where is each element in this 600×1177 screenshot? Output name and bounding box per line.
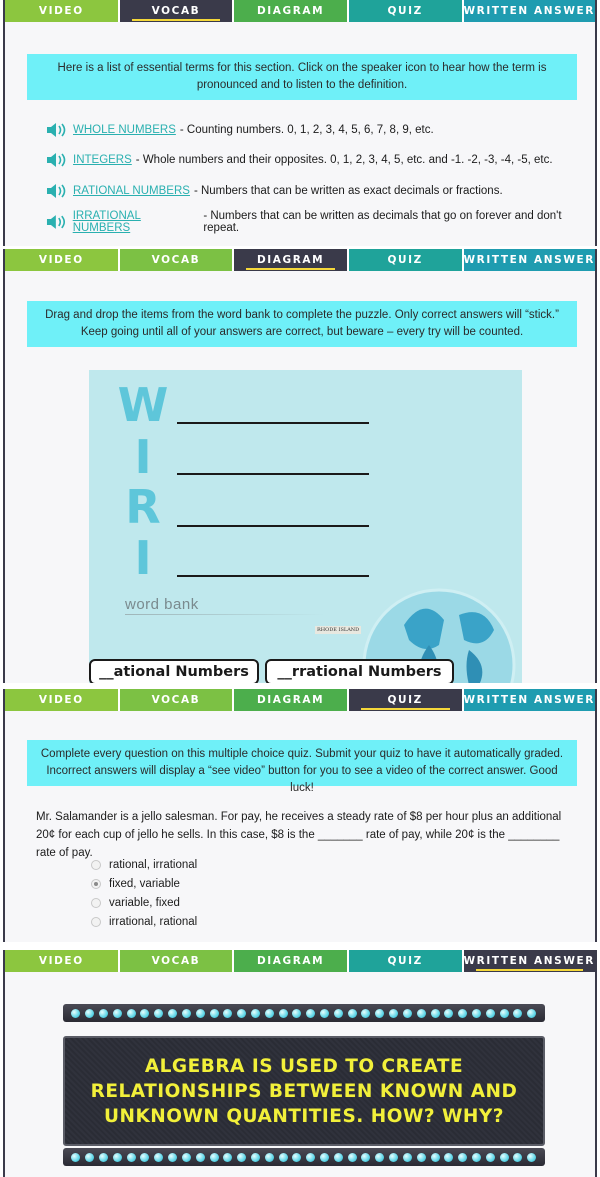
marquee-bulb: [251, 1153, 260, 1162]
vocab-definition: - Counting numbers. 0, 1, 2, 3, 4, 5, 6, 7, 8, 9, etc.: [179, 124, 434, 136]
quiz-option[interactable]: [91, 875, 180, 893]
marquee-bulb: [168, 1009, 177, 1018]
marquee-bulb: [71, 1153, 80, 1162]
tab-bar: [5, 0, 595, 22]
option-label: irrational, rational: [109, 916, 198, 928]
marquee-bulb: [513, 1153, 522, 1162]
tab-vocab[interactable]: VOCAB: [120, 689, 235, 711]
tab-vocab[interactable]: VOCAB: [120, 0, 235, 22]
marquee-bulb: [527, 1009, 536, 1018]
marquee-bulb: [99, 1009, 108, 1018]
marquee-bulb: [389, 1153, 398, 1162]
tab-written-answer[interactable]: WRITTEN ANSWER: [464, 689, 595, 711]
marquee-bulb: [458, 1153, 467, 1162]
tab-written-answer[interactable]: WRITTEN ANSWER: [464, 0, 595, 22]
tab-bar: [5, 689, 595, 711]
marquee-bulb: [375, 1153, 384, 1162]
marquee-bulb: [265, 1009, 274, 1018]
marquee-bulb: [237, 1009, 246, 1018]
marquee-bulb: [500, 1009, 509, 1018]
vocab-definition: - Numbers that can be written as decimals that go on forever and don't repeat.: [203, 210, 562, 234]
answer-blank[interactable]: [177, 473, 369, 475]
marquee-bulb: [223, 1009, 232, 1018]
marquee-bulb: [251, 1009, 260, 1018]
marquee-bulb: [196, 1153, 205, 1162]
marquee-bulb: [334, 1009, 343, 1018]
marquee-bulb: [210, 1009, 219, 1018]
marquee-bulb: [279, 1009, 288, 1018]
vocab-term-link[interactable]: IRRATIONAL NUMBERS: [72, 210, 141, 234]
radio-button[interactable]: [91, 860, 101, 870]
tab-video[interactable]: VIDEO: [5, 0, 120, 22]
option-label: fixed, variable: [109, 878, 180, 890]
tab-quiz[interactable]: QUIZ: [349, 950, 464, 972]
marquee-bulb: [348, 1153, 357, 1162]
puzzle-letter: W: [117, 378, 169, 432]
vocab-item: [45, 149, 553, 171]
option-label: rational, irrational: [109, 859, 198, 871]
marquee-bulb: [292, 1153, 301, 1162]
marquee-bulb: [265, 1153, 274, 1162]
option-label: variable, fixed: [109, 897, 180, 909]
quiz-question: Mr. Salamander is a jello salesman. For pay, he receives a steady rate of $8 per hour plus an additional 20¢ for each cup of jello he sells. In this case, $8 is the _______ rate of pay, while 20¢ is the ________ rate of pay.: [36, 811, 562, 859]
marquee-bulb: [320, 1009, 329, 1018]
marquee-bulb: [182, 1009, 191, 1018]
speaker-icon[interactable]: [45, 151, 67, 169]
marquee-bulb: [306, 1153, 315, 1162]
tab-diagram[interactable]: DIAGRAM: [234, 689, 349, 711]
marquee-bulb: [375, 1009, 384, 1018]
marquee-bulb: [348, 1009, 357, 1018]
marquee-bulb: [154, 1009, 163, 1018]
marquee-bulb: [223, 1153, 232, 1162]
radio-button[interactable]: [91, 917, 101, 927]
quiz-instructions: Complete every question on this multiple choice quiz. Submit your quiz to have it automatically graded. Incorrect answers will display a “see video” button for you to see a video of the correct answer. Good luck!: [27, 740, 577, 786]
marquee-bulb: [513, 1009, 522, 1018]
word-bank-chip[interactable]: __rrational Numbers: [265, 659, 454, 683]
diagram-panel: [3, 249, 597, 683]
marquee-bulb: [292, 1009, 301, 1018]
speaker-icon[interactable]: [45, 213, 67, 231]
marquee-lights-bottom: [63, 1148, 545, 1166]
answer-blank[interactable]: [177, 422, 369, 424]
quiz-option[interactable]: [91, 894, 180, 912]
tab-written-answer[interactable]: WRITTEN ANSWER: [464, 950, 595, 972]
marquee-bulb: [140, 1153, 149, 1162]
puzzle-letter: I: [134, 531, 152, 585]
marquee-bulb: [127, 1153, 136, 1162]
puzzle-letter: I: [134, 430, 152, 484]
marquee-bulb: [361, 1153, 370, 1162]
marquee-bulb: [458, 1009, 467, 1018]
tab-quiz[interactable]: QUIZ: [349, 689, 464, 711]
marquee-bulb: [527, 1153, 536, 1162]
marquee-bulb: [140, 1009, 149, 1018]
quiz-option[interactable]: [91, 856, 197, 874]
tab-video[interactable]: VIDEO: [5, 689, 120, 711]
tab-video[interactable]: VIDEO: [5, 950, 120, 972]
marquee-bulb: [472, 1009, 481, 1018]
marquee-bulb: [334, 1153, 343, 1162]
prompt-sign: [63, 1036, 545, 1146]
tab-written-answer[interactable]: WRITTEN ANSWER: [464, 249, 595, 271]
vocab-item: [45, 119, 434, 141]
marquee-bulb: [113, 1153, 122, 1162]
marquee-bulb: [486, 1009, 495, 1018]
marquee-bulb: [113, 1009, 122, 1018]
radio-button[interactable]: [91, 898, 101, 908]
tab-diagram[interactable]: DIAGRAM: [234, 0, 349, 22]
tab-quiz[interactable]: QUIZ: [349, 249, 464, 271]
marquee-bulb: [210, 1153, 219, 1162]
speaker-icon[interactable]: [45, 121, 67, 139]
marquee-bulb: [431, 1153, 440, 1162]
written-prompt: ALGEBRA IS USED TO CREATE RELATIONSHIPS BETWEEN KNOWN AND UNKNOWN QUANTITIES. HOW? WHY?: [90, 1055, 518, 1127]
diagram-instructions: Drag and drop the items from the word bank to complete the puzzle. Only correct answers will “stick.” Keep going until all of your answers are correct, but beware – every try will be counted.: [27, 301, 577, 347]
marquee-bulb: [237, 1153, 246, 1162]
vocab-term-link[interactable]: RATIONAL NUMBERS: [73, 185, 190, 197]
tab-bar: [5, 249, 595, 271]
marquee-bulb: [403, 1009, 412, 1018]
word-bank-divider: [125, 614, 325, 615]
marquee-bulb: [472, 1153, 481, 1162]
marquee-bulb: [320, 1153, 329, 1162]
marquee-bulb: [486, 1153, 495, 1162]
vocab-term-link[interactable]: WHOLE NUMBERS: [73, 124, 176, 136]
marquee-bulb: [389, 1009, 398, 1018]
tab-bar: [5, 950, 595, 972]
rhode-island-badge: RHODE ISLAND: [317, 627, 360, 633]
word-bank-chip[interactable]: __ational Numbers: [89, 659, 259, 683]
vocab-instructions: Here is a list of essential terms for this section. Click on the speaker icon to hear how the term is pronounced and to listen to the definition.: [27, 54, 577, 100]
vocab-item: [45, 211, 595, 233]
marquee-bulb: [431, 1009, 440, 1018]
written-answer-panel: [3, 950, 597, 1177]
marquee-bulb: [182, 1153, 191, 1162]
vocab-item: [45, 180, 503, 202]
word-bank-label: word bank: [125, 596, 199, 613]
marquee-bulb: [127, 1009, 136, 1018]
tab-vocab[interactable]: VOCAB: [120, 249, 235, 271]
quiz-option[interactable]: [91, 913, 197, 931]
radio-button[interactable]: [91, 879, 101, 889]
marquee-bulb: [403, 1153, 412, 1162]
tab-diagram[interactable]: DIAGRAM: [234, 950, 349, 972]
marquee-bulb: [361, 1009, 370, 1018]
marquee-bulb: [306, 1009, 315, 1018]
marquee-bulb: [168, 1153, 177, 1162]
speaker-icon[interactable]: [45, 182, 67, 200]
marquee-bulb: [99, 1153, 108, 1162]
marquee-bulb: [417, 1009, 426, 1018]
answer-blank[interactable]: [177, 525, 369, 527]
marquee-bulb: [71, 1009, 80, 1018]
tab-quiz[interactable]: QUIZ: [349, 0, 464, 22]
marquee-bulb: [196, 1009, 205, 1018]
quiz-panel: [3, 689, 597, 942]
vocab-term-link[interactable]: INTEGERS: [73, 154, 132, 166]
marquee-bulb: [154, 1153, 163, 1162]
marquee-bulb: [417, 1153, 426, 1162]
tab-diagram[interactable]: DIAGRAM: [234, 249, 349, 271]
marquee-bulb: [444, 1153, 453, 1162]
vocab-panel: [3, 0, 597, 246]
marquee-bulb: [500, 1153, 509, 1162]
marquee-lights-top: [63, 1004, 545, 1022]
puzzle-letter: R: [125, 480, 161, 534]
marquee-bulb: [444, 1009, 453, 1018]
marquee-bulb: [85, 1009, 94, 1018]
tab-vocab[interactable]: VOCAB: [120, 950, 235, 972]
vocab-definition: - Whole numbers and their opposites. 0, 1, 2, 3, 4, 5, etc. and -1. -2, -3, -4, -5, etc.: [135, 154, 553, 166]
tab-video[interactable]: VIDEO: [5, 249, 120, 271]
vocab-definition: - Numbers that can be written as exact decimals or fractions.: [193, 185, 503, 197]
marquee-bulb: [85, 1153, 94, 1162]
puzzle-board: [89, 370, 522, 683]
marquee-bulb: [279, 1153, 288, 1162]
